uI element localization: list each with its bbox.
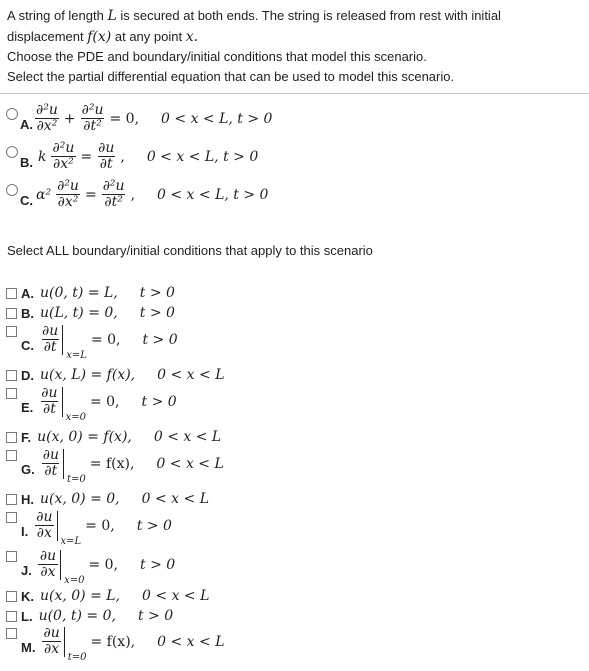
condition-h-checkbox[interactable]: [6, 494, 17, 505]
pde-option-c-radio[interactable]: [6, 184, 18, 196]
condition-k-checkbox[interactable]: [6, 591, 17, 602]
condition-m[interactable]: M. $\frac{\partial u}{\partial x}$ t=0 = f(x), 0 < x < L: [6, 626, 225, 657]
condition-k[interactable]: K. u(x, 0) = L, 0 < x < L: [6, 588, 209, 604]
condition-i[interactable]: I. $\frac{\partial u}{\partial x}$ x=L = 0, t > 0: [6, 510, 172, 541]
intro-line-3: Choose the PDE and boundary/initial conditions that model this scenario.: [7, 49, 427, 65]
pde-option-c[interactable]: [0, 178, 589, 224]
condition-j[interactable]: J. $\frac{\partial u}{\partial x}$ x=0 = 0, t > 0: [6, 549, 175, 580]
condition-h[interactable]: H. u(x, 0) = 0, 0 < x < L: [6, 491, 209, 507]
condition-d[interactable]: D. u(x, L) = f(x), 0 < x < L: [6, 367, 225, 383]
condition-a-checkbox[interactable]: [6, 288, 17, 299]
condition-j-checkbox[interactable]: [6, 551, 17, 562]
condition-g[interactable]: G. $\frac{\partial u}{\partial t}$ t=0 = f(x), 0 < x < L: [6, 448, 224, 479]
condition-f[interactable]: F. u(x, 0) = f(x), 0 < x < L: [6, 429, 221, 445]
condition-e[interactable]: E. $\frac{\partial u}{\partial t}$ x=0 = 0, t > 0: [6, 386, 177, 417]
pde-option-b-range: 0 < x < L, t > 0: [146, 148, 259, 165]
pde-option-c-letter: C.: [20, 193, 33, 208]
pde-option-a-radio[interactable]: [6, 108, 18, 120]
condition-c-checkbox[interactable]: [6, 326, 17, 337]
condition-e-checkbox[interactable]: [6, 388, 17, 399]
condition-b-checkbox[interactable]: [6, 308, 17, 319]
pde-option-a-equation: $\frac{\text{∂²u}}{\text{∂x²}}$ + $\frac{\text{∂²u}}{\text{∂t²}}$ = 0, 0 < x < L, t > 0: [36, 102, 273, 134]
condition-b[interactable]: B. u(L, t) = 0, t > 0: [6, 305, 175, 321]
pde-option-b-letter: B.: [20, 155, 33, 170]
intro-line-4: Select the partial differential equation that can be used to model this scenario.: [7, 68, 455, 84]
condition-f-checkbox[interactable]: [6, 432, 17, 443]
pde-option-c-coef: α²: [36, 186, 52, 203]
pde-option-a-range: 0 < x < L, t > 0: [161, 110, 273, 127]
pde-option-b-equation: k $\frac{\text{∂²u}}{\text{∂x²}}$ = $\frac{\partial u}{\partial t}$ , 0 < x < L, t > 0: [38, 140, 259, 172]
condition-a[interactable]: A. u(0, t) = L, t > 0: [6, 285, 175, 301]
divider: [0, 93, 589, 94]
condition-l[interactable]: L. u(0, t) = 0, t > 0: [6, 608, 173, 624]
pde-option-b-radio[interactable]: [6, 146, 18, 158]
condition-l-checkbox[interactable]: [6, 611, 17, 622]
pde-option-a-letter: A.: [20, 117, 33, 132]
pde-option-c-range: 0 < x < L, t > 0: [157, 186, 269, 203]
condition-d-checkbox[interactable]: [6, 370, 17, 381]
pde-option-c-equation: α² $\frac{\text{∂²u}}{\text{∂x²}}$ = $\frac{\text{∂²u}}{\text{∂t²}}$ , 0 < x < L, t > 0: [36, 178, 269, 210]
problem-statement: [7, 6, 582, 86]
condition-g-checkbox[interactable]: [6, 450, 17, 461]
pde-option-b-coef: k: [38, 148, 47, 165]
condition-c[interactable]: C. $\frac{\partial u}{\partial t}$ x=L = 0, t > 0: [6, 324, 178, 355]
intro-line-2: displacement f(x) at any point x.: [7, 28, 199, 45]
conditions-heading: Select ALL boundary/initial conditions that apply to this scenario: [7, 243, 373, 258]
condition-m-checkbox[interactable]: [6, 628, 17, 639]
condition-i-checkbox[interactable]: [6, 512, 17, 523]
intro-line-1: A string of length L is secured at both ends. The string is released from rest with initial: [7, 8, 501, 24]
